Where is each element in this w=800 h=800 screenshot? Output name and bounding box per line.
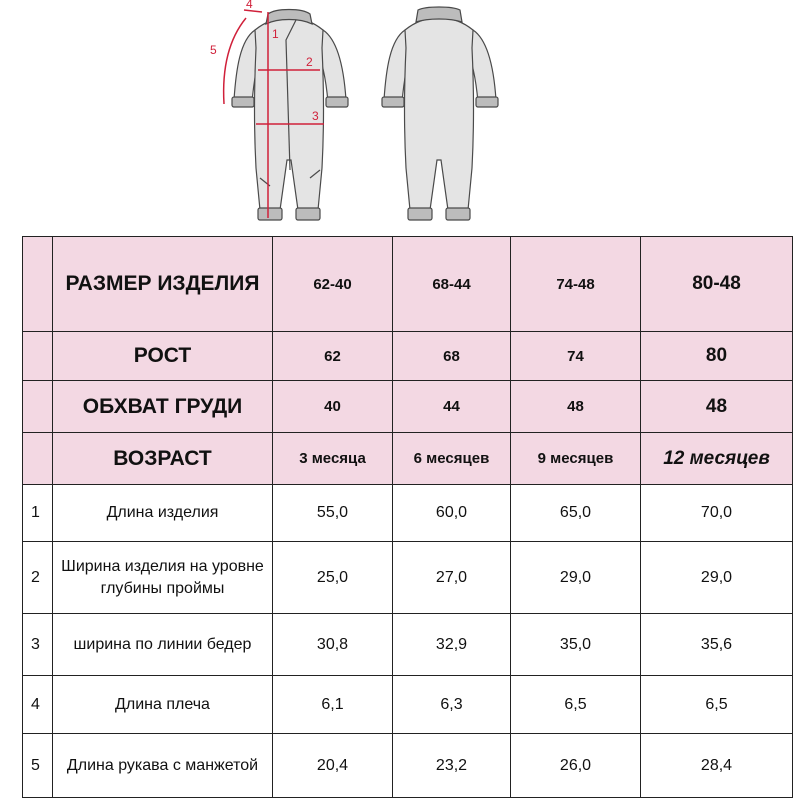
size-table [22, 236, 793, 798]
measure-value: 6,1 [273, 676, 393, 734]
header-row-age [23, 433, 793, 485]
measure-value: 60,0 [393, 485, 511, 542]
header-row-height [23, 332, 793, 381]
row-number-cell [23, 381, 53, 433]
header-value: 12 месяцев [641, 433, 793, 485]
table-row [23, 485, 793, 542]
measure-value: 29,0 [641, 542, 793, 614]
header-value: 6 месяцев [393, 433, 511, 485]
row-number: 5 [23, 734, 53, 798]
back-right-cuff [476, 97, 498, 107]
header-value: 68 [393, 332, 511, 381]
row-number: 1 [23, 485, 53, 542]
header-label: ВОЗРАСТ [53, 433, 273, 485]
measure-value: 28,4 [641, 734, 793, 798]
table-row [23, 614, 793, 676]
measure-label-5: 5 [210, 43, 217, 57]
measure-value: 70,0 [641, 485, 793, 542]
header-value: 48 [641, 381, 793, 433]
measure-value: 6,3 [393, 676, 511, 734]
header-label: РАЗМЕР ИЗДЕЛИЯ [53, 237, 273, 332]
measure-value: 23,2 [393, 734, 511, 798]
measure-label-1: 1 [272, 27, 279, 41]
header-value: 44 [393, 381, 511, 433]
row-number: 2 [23, 542, 53, 614]
row-number-cell [23, 332, 53, 381]
measure-label: Длина рукава с манжетой [53, 734, 273, 798]
measure-value: 35,6 [641, 614, 793, 676]
front-left-leg-cuff [258, 208, 282, 220]
garment-diagram [200, 0, 520, 232]
row-number-cell [23, 237, 53, 332]
table-row [23, 542, 793, 614]
header-row-size [23, 237, 793, 332]
measure-label-2: 2 [306, 55, 313, 69]
header-value: 68-44 [393, 237, 511, 332]
header-value: 74 [511, 332, 641, 381]
table-row [23, 676, 793, 734]
measure-value: 29,0 [511, 542, 641, 614]
header-value: 40 [273, 381, 393, 433]
header-value: 80 [641, 332, 793, 381]
table-row [23, 734, 793, 798]
back-left-cuff [382, 97, 404, 107]
row-number-cell [23, 433, 53, 485]
jumpsuit-back [382, 7, 498, 220]
back-body [405, 18, 474, 210]
measure-value: 26,0 [511, 734, 641, 798]
measure-value: 35,0 [511, 614, 641, 676]
measure-value: 65,0 [511, 485, 641, 542]
back-right-leg-cuff [446, 208, 470, 220]
measure-value: 55,0 [273, 485, 393, 542]
row-number: 4 [23, 676, 53, 734]
header-value: 80-48 [641, 237, 793, 332]
measure-value: 32,9 [393, 614, 511, 676]
header-value: 9 месяцев [511, 433, 641, 485]
header-value: 62-40 [273, 237, 393, 332]
back-left-leg-cuff [408, 208, 432, 220]
measure-value: 20,4 [273, 734, 393, 798]
measure-label-3: 3 [312, 109, 319, 123]
header-row-chest [23, 381, 793, 433]
header-label: ОБХВАТ ГРУДИ [53, 381, 273, 433]
measure-label: ширина по линии бедер [53, 614, 273, 676]
jumpsuit-front [232, 10, 348, 221]
jumpsuit-drawing [200, 0, 520, 232]
measure-value: 25,0 [273, 542, 393, 614]
header-label: РОСТ [53, 332, 273, 381]
measure-value: 6,5 [641, 676, 793, 734]
front-left-cuff [232, 97, 254, 107]
measure-label: Ширина изделия на уровне глубины проймы [53, 542, 273, 614]
front-right-leg-cuff [296, 208, 320, 220]
measure-label-4: 4 [246, 0, 253, 11]
row-number: 3 [23, 614, 53, 676]
measure-label: Длина изделия [53, 485, 273, 542]
header-value: 3 месяца [273, 433, 393, 485]
measure-value: 6,5 [511, 676, 641, 734]
measure-value: 27,0 [393, 542, 511, 614]
measure-label: Длина плеча [53, 676, 273, 734]
front-right-cuff [326, 97, 348, 107]
measure-value: 30,8 [273, 614, 393, 676]
header-value: 74-48 [511, 237, 641, 332]
header-value: 48 [511, 381, 641, 433]
header-value: 62 [273, 332, 393, 381]
